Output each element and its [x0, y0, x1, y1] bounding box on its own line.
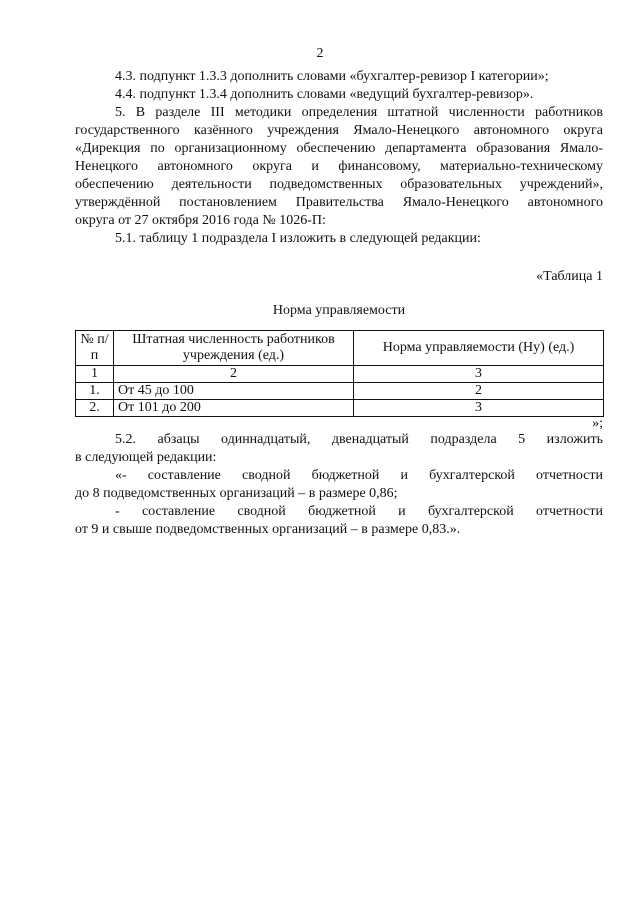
item-4-3: 4.3. подпункт 1.3.3 дополнить словами «бухгалтер-ревизор I категории»; — [115, 69, 549, 84]
table-cell: 2 — [354, 383, 604, 400]
table-cell: 3 — [354, 400, 604, 417]
item-5-2-line: в следующей редакции: — [75, 450, 217, 465]
table-cell: От 101 до 200 — [114, 400, 354, 417]
table-row — [76, 400, 604, 417]
item-5 — [75, 104, 603, 230]
item-5-line: обеспечению деятельности подведомственных образовательных учреждений», — [75, 177, 603, 192]
table-cell: 2. — [76, 400, 114, 417]
table-cell: 2 — [114, 366, 354, 383]
item-5-line: 5. В разделе III методики определения штатной численности работников — [115, 105, 603, 120]
table-cell: 3 — [354, 366, 604, 383]
header-staff-count: Штатная численность работников учреждения (ед.) — [114, 331, 354, 366]
document-body — [75, 68, 603, 539]
item-5-2-line: 5.2. абзацы одиннадцатый, двенадцатый подраздела 5 изложить — [115, 432, 603, 447]
page-number: 2 — [316, 46, 324, 61]
table-cell: 1 — [76, 366, 114, 383]
table-cell: От 45 до 100 — [114, 383, 354, 400]
item-5-line: округа от 27 октября 2016 года № 1026-П: — [75, 213, 326, 228]
dash-item-line: - составление сводной бюджетной и бухгалтерской отчетности — [115, 504, 603, 519]
table-header-row — [76, 331, 604, 366]
dash-item-2 — [75, 503, 603, 539]
dash-item-line: до 8 подведомственных организаций – в размере 0,86; — [75, 486, 398, 501]
dash-item-line: от 9 и свыше подведомственных организаций – в размере 0,83.». — [75, 522, 461, 537]
table-row — [76, 383, 604, 400]
table-number-row — [76, 366, 604, 383]
table-cell: 1. — [76, 383, 114, 400]
table-closing-quote: »; — [592, 416, 603, 431]
item-5-line: утверждённой постановлением Правительства Ямало-Ненецкого автономного — [75, 195, 603, 210]
norm-table — [75, 330, 604, 417]
item-5-2 — [75, 431, 603, 467]
item-4-4: 4.4. подпункт 1.3.4 дополнить словами «ведущий бухгалтер-ревизор». — [115, 87, 534, 102]
header-norm: Норма управляемости (Ну) (ед.) — [354, 331, 604, 366]
dash-item-line: «- составление сводной бюджетной и бухгалтерской отчетности — [115, 468, 603, 483]
item-5-1: 5.1. таблицу 1 подраздела I изложить в следующей редакции: — [115, 231, 481, 246]
item-5-line: государственного казённого учреждения Ямало-Ненецкого автономного округа — [75, 123, 603, 138]
dash-item-1 — [75, 467, 603, 503]
table-label: «Таблица 1 — [536, 269, 603, 284]
header-number: № п/п — [76, 331, 114, 366]
item-5-line: «Дирекция по организационному обеспечению департамента образования Ямало- — [75, 141, 603, 156]
item-5-line: Ненецкого автономного округа и финансовому, материально-техническому — [75, 159, 603, 174]
table-caption: Норма управляемости — [272, 303, 406, 318]
